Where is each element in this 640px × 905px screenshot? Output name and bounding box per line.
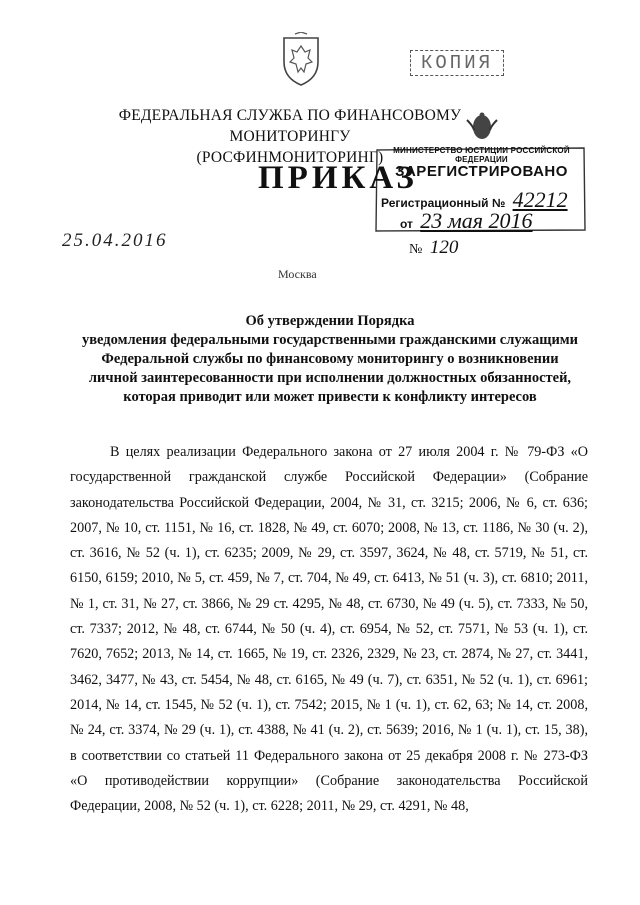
order-number-label: № [409,242,423,257]
body-text [70,440,588,819]
heading-line5: которая приводит или может привести к конфликту интересов [123,389,537,405]
heading-line2: уведомления федеральными государственными гражданскими служащими [81,332,579,348]
registration-status: ЗАРЕГИСТРИРОВАНО [395,163,568,180]
heading-line3: Федеральной службы по финансовому мониторингу о возникновении [101,351,559,367]
registration-date-row [400,208,533,234]
registration-number: 42212 [512,187,568,212]
registration-date-label: от [400,217,413,231]
document-title: ПРИКАЗ [258,160,418,196]
eagle-icon [465,112,499,142]
body-paragraph: В целях реализации Федерального закона от 27 июля 2004 г. № 79-ФЗ «О государственной гражданской службе Российской Федерации» (Собрание законодательства Российской Федерации, 2004, № 31, ст. 3215; 2006, № 6, ст. 636; 2007, № 10, ст. 1151, № 16, ст. 1828, № 49, ст. 6070; 2008, № 13, ст. 1186, № 30 (ч. 2), ст. 3616, № 52 (ч. 1), ст. 6235; 2009, № 29, ст. 3597, 3624, № 48, ст. 5719, № 51, ст. 6150, 6159; 2010, № 5, ст. 459, № 7, ст. 704, № 49, ст. 6413, № 51 (ч. 3), ст. 6810; 2011, № 1, ст. 31, № 27, ст. 3866, № 29 ст. 4295, № 48, ст. 6730, № 49 (ч. 5), ст. 7333, № 50, ст. 7337; 2012, № 48, ст. 6744, № 50 (ч. 4), ст. 6954, № 52, ст. 7571, № 53 (ч. 1), ст. 7620, 7652; 2013, № 14, ст. 1665, № 19, ст. 2326, 2329, № 23, ст. 2874, № 27, ст. 3441, 3462, 3477, № 43, ст. 5454, № 48, ст. 6165, № 49 (ч. 7), ст. 6351, № 52 (ч. 1), ст. 6961; 2014, № 14, ст. 1545, № 52 (ч. 1), ст. 7542; 2015, № 1 (ч. 1), ст. 62, 63; № 14, ст. 2008, № 24, ст. 3374, № 29 (ч. 1), ст. 4388, № 41 (ч. 2), ст. 5639; 2016, № 1 (ч. 1), ст. 15, 38), в соответствии со статьей 11 Федерального закона от 25 декабря 2008 г. № 273-ФЗ «О противодействии коррупции» (Собрание законодательства Российской Федерации, 2008, № 52 (ч. 1), ст. 6228; 2011, № 29, ст. 4291, № 48, [70,444,588,815]
heading-line1: Об утверждении Порядка [245,313,415,329]
agency-name-line1: ФЕДЕРАЛЬНАЯ СЛУЖБА ПО ФИНАНСОВОМУ МОНИТОРИНГУ [118,107,462,145]
registration-number-label: Регистрационный № [381,196,506,210]
order-heading [60,312,600,407]
copy-stamp: КОПИЯ [410,50,504,76]
registration-ministry: МИНИСТЕРСТВО ЮСТИЦИИ РОССИЙСКОЙ ФЕДЕРАЦИИ [393,146,570,164]
city: Москва [278,267,317,281]
order-number: 120 [429,237,459,258]
registration-date: 23 мая 2016 [420,208,533,233]
heading-line4: личной заинтересованности при исполнении должностных обязанностей, [88,370,572,386]
coat-of-arms-icon [280,32,322,88]
order-date: 25.04.2016 [62,230,168,251]
order-number-row [409,237,458,259]
agency-name-line2: (РОСФИНМОНИТОРИНГ) [196,149,384,166]
